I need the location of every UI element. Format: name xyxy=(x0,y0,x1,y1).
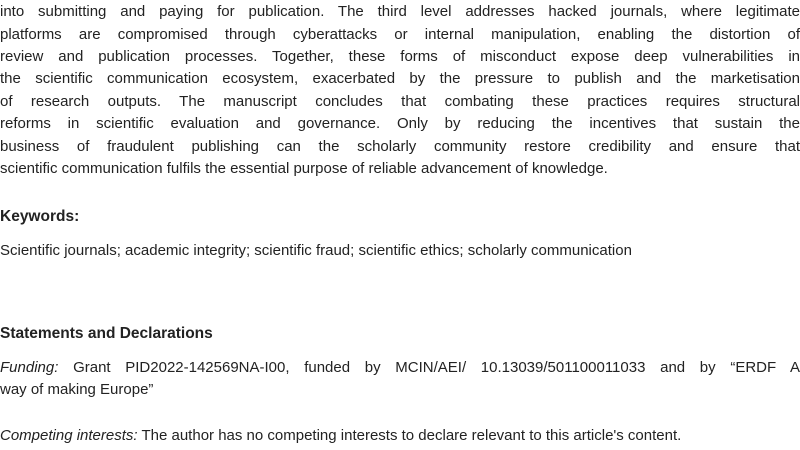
abstract-line: the scientific communication ecosystem, exacerbated by the pressure to publish and the marketisation xyxy=(0,70,800,87)
abstract-line: reforms in scientific evaluation and governance. Only by reducing the incentives that sustain the xyxy=(0,115,800,132)
abstract-line: review and publication processes. Together, these forms of misconduct expose deep vulnerabilities in xyxy=(0,48,800,65)
funding-line xyxy=(0,358,800,378)
abstract-line: business of fraudulent publishing can the scholarly community restore credibility and ensure that xyxy=(0,138,800,155)
keywords-heading: Keywords: xyxy=(0,208,80,225)
abstract-line: scientific communication fulfils the essential purpose of reliable advancement of knowledge. xyxy=(0,160,608,177)
competing-interests-label: Competing interests: xyxy=(0,427,138,444)
competing-interests-text: The author has no competing interests to declare relevant to this article's content. xyxy=(141,427,682,444)
funding-text: Grant PID2022-142569NA-I00, funded by MCIN/AEI/ 10.13039/501100011033 and by “ERDF A xyxy=(73,359,800,376)
funding-label: Funding: xyxy=(0,359,59,376)
competing-interests-line xyxy=(0,426,800,446)
statements-heading: Statements and Declarations xyxy=(0,325,213,342)
abstract-line: platforms are compromised through cyberattacks or internal manipulation, enabling the distortion of xyxy=(0,26,800,43)
abstract-line: of research outputs. The manuscript concludes that combating these practices requires structural xyxy=(0,93,800,110)
abstract-line: into submitting and paying for publication. The third level addresses hacked journals, where legitimate xyxy=(0,3,800,20)
funding-line-continued: way of making Europe” xyxy=(0,381,154,398)
keywords-text: Scientific journals; academic integrity; scientific fraud; scientific ethics; scholarly communication xyxy=(0,242,632,259)
